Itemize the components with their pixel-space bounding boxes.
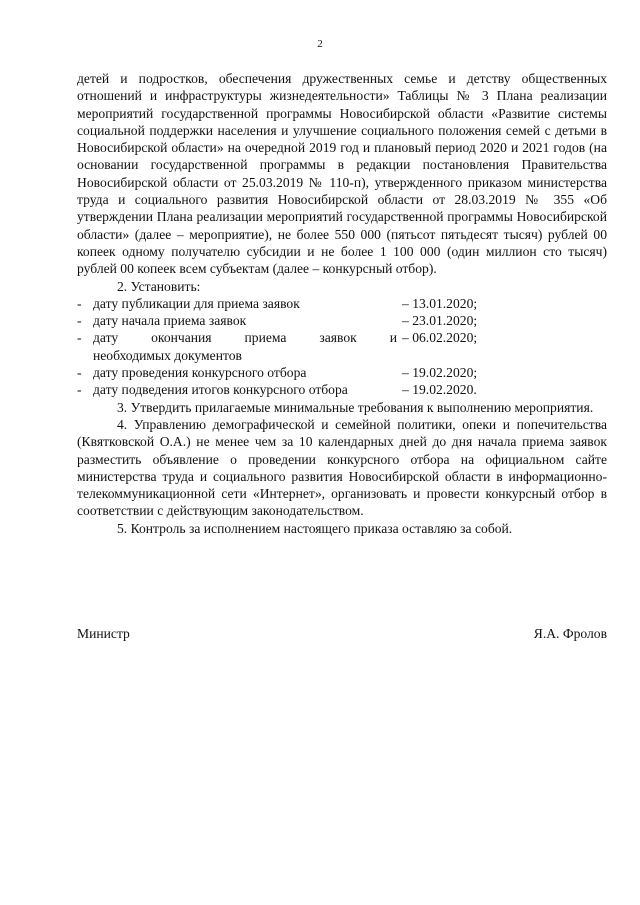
date-row-selection bbox=[77, 364, 607, 381]
date-value: – 19.02.2020. bbox=[402, 382, 477, 398]
paragraph-item-4: 4. Управлению демографической и семейной политики, опеки и попечительства (Квятковской О.А.) не менее чем за 10 календарных дней до дня начала приема заявок разместить объявление о проведении конкурсного отбора на официальном сайте министерства труда и социального развития Новосибирской области в информационно-телекоммуникационной сети «Интернет», организовать и провести конкурсный отбор в соответствии с действующим законодательством. bbox=[77, 416, 607, 519]
paragraph-item-3: 3. Утвердить прилагаемые минимальные требования к выполнению мероприятия. bbox=[117, 399, 594, 415]
list-dash: - bbox=[77, 313, 82, 329]
date-value: – 19.02.2020; bbox=[402, 365, 478, 381]
date-label-continuation: необходимых документов bbox=[93, 347, 242, 363]
order-body bbox=[77, 70, 607, 537]
paragraph-continuation: детей и подростков, обеспечения дружественных семье и детству общественных отношений и инфраструктуры жизнедеятельности» Таблицы № 3 Плана реализации мероприятий государственной программы Новосибирской области «Развитие системы социальной поддержки населения и улучшение социального положения семей с детьми в Новосибирской области» на очередной 2019 год и плановый период 2020 и 2021 годов (на основании государственной программы в редакции постановления Правительства Новосибирской области от 25.03.2019 № 110-п), утвержденного приказом министерства труда и социального развития Новосибирской области от 28.03.2019 № 355 «Об утверждении Плана реализации мероприятий государственной программы Новосибирской области» (далее – мероприятие), не более 550 000 (пятьсот пятьдесят тысяч) рублей 00 копеек одному получателю субсидии и не более 1 100 000 (один миллион сто тысяч) рублей 00 копеек всем субъектам (далее – конкурсный отбор). bbox=[77, 71, 607, 277]
list-dash: - bbox=[77, 295, 82, 311]
date-value: – 06.02.2020; bbox=[402, 330, 478, 346]
signatory-name: Я.А. Фролов bbox=[533, 626, 607, 641]
paragraph-item-2: 2. Установить: bbox=[117, 278, 201, 294]
paragraph-item-5: 5. Контроль за исполнением настоящего приказа оставляю за собой. bbox=[117, 520, 513, 536]
page-number: 2 bbox=[317, 38, 323, 50]
date-value: – 13.01.2020; bbox=[402, 295, 478, 311]
date-row-end bbox=[77, 329, 607, 346]
list-dash: - bbox=[77, 382, 82, 398]
signatory-title: Министр bbox=[77, 626, 130, 641]
list-dash: - bbox=[77, 330, 82, 346]
date-label: дату окончания приема заявок и bbox=[93, 330, 397, 346]
date-row-start bbox=[77, 312, 607, 329]
date-label: дату подведения итогов конкурсного отбора bbox=[93, 382, 348, 398]
date-row-results bbox=[77, 381, 607, 398]
dates-list bbox=[77, 295, 607, 399]
list-dash: - bbox=[77, 365, 82, 381]
date-label: дату публикации для приема заявок bbox=[93, 295, 300, 311]
signature-block bbox=[77, 625, 607, 642]
date-label: дату проведения конкурсного отбора bbox=[93, 365, 307, 381]
date-value: – 23.01.2020; bbox=[402, 313, 478, 329]
date-label: дату начала приема заявок bbox=[93, 313, 247, 329]
date-row-publication bbox=[77, 295, 607, 312]
